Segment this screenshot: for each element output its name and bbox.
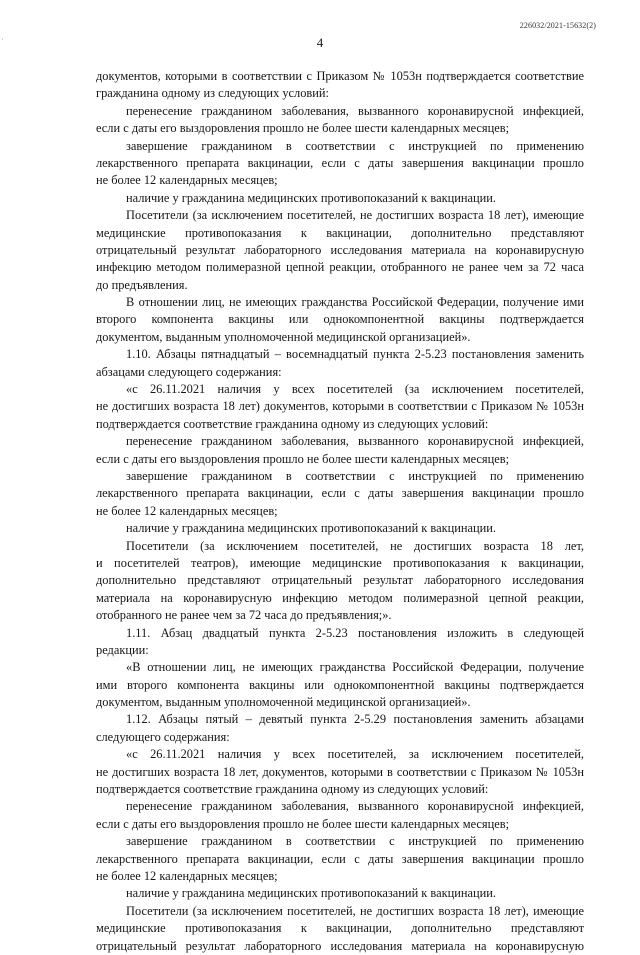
text-line: если с даты его выздоровления прошло не более шести календарных месяцев;	[96, 816, 510, 831]
text-line: не достигших возраста 18 лет) документов, которыми в соответствии с Приказом № 1053н	[96, 399, 584, 414]
text-line: редакции:	[96, 642, 149, 657]
text-line: гражданина одному из следующих условий:	[96, 86, 329, 101]
text-line: Посетители (за исключением посетителей, не достигших возраста 18 лет), имеющие	[126, 208, 584, 223]
text-line: не более 12 календарных месяцев;	[96, 868, 278, 883]
text-line: медицинские противопоказания к вакцинации, дополнительно представляют	[96, 921, 584, 936]
page-number: 4	[316, 35, 324, 50]
text-line: Посетители (за исключением посетителей, не достигших возраста 18 лет,	[126, 538, 584, 553]
text-line: дополнительно представляют отрицательный результат лабораторного исследования	[96, 573, 584, 588]
text-line: документом, выданным уполномоченной медицинской организацией».	[96, 695, 471, 710]
text-line: наличие у гражданина медицинских противопоказаний к вакцинации.	[126, 521, 497, 536]
text-line: ими второго компонента вакцины или однокомпонентной вакцины подтверждается	[96, 677, 584, 692]
document-body	[96, 68, 584, 955]
text-line: В отношении лиц, не имеющих гражданства Российской Федерации, получение ими	[126, 295, 584, 310]
text-line: перенесение гражданином заболевания, вызванного коронавирусной инфекцией,	[126, 103, 584, 118]
text-line: наличие у гражданина медицинских противопоказаний к вакцинации.	[126, 190, 497, 205]
text-line: подтверждается соответствие гражданина одному из следующих условий:	[96, 782, 489, 797]
text-line: лекарственного препарата вакцинации, если с даты завершения вакцинации прошло	[96, 486, 584, 501]
text-line: инфекцию методом полимеразной цепной реакции, отобранного не ранее чем за 72 часа	[96, 260, 584, 275]
text-line: 1.10. Абзацы пятнадцатый – восемнадцатый пункта 2-5.23 постановления заменить	[126, 347, 584, 362]
text-line: подтверждается соответствие гражданина одному из следующих условий:	[96, 416, 489, 431]
text-line: и посетителей театров), имеющие медицинские противопоказания к вакцинации,	[96, 555, 584, 570]
text-line: не более 12 календарных месяцев;	[96, 173, 278, 188]
document-id: 226032/2021-15632(2)	[519, 21, 596, 30]
text-line: отрицательный результат лабораторного исследования материала на коронавирусную	[96, 938, 584, 953]
text-line: «В отношении лиц, не имеющих гражданства Российской Федерации, получение	[126, 660, 584, 675]
text-line: 1.12. Абзацы пятый – девятый пункта 2-5.29 постановления заменить абзацами	[126, 712, 584, 727]
text-line: второго компонента вакцины или однокомпонентной вакцины подтверждается	[96, 312, 584, 327]
text-line: следующего содержания:	[96, 729, 230, 744]
text-line: перенесение гражданином заболевания, вызванного коронавирусной инфекцией,	[126, 434, 584, 449]
text-line: завершение гражданином в соответствии с инструкцией по применению	[126, 468, 584, 483]
scan-mark: ·	[1, 35, 4, 44]
text-line: материала на коронавирусную инфекцию методом полимеразной цепной реакции,	[96, 590, 584, 605]
text-line: лекарственного препарата вакцинации, если с даты завершения вакцинации прошло	[96, 155, 584, 170]
text-line: Посетители (за исключением посетителей, не достигших возраста 18 лет), имеющие	[126, 903, 584, 918]
text-line: 1.11. Абзац двадцатый пункта 2-5.23 постановления изложить в следующей	[126, 625, 584, 640]
text-line: «с 26.11.2021 наличия у всех посетителей, за исключением посетителей,	[126, 747, 584, 762]
text-line: отрицательный результат лабораторного исследования материала на коронавирусную	[96, 242, 584, 257]
text-line: если с даты его выздоровления прошло не более шести календарных месяцев;	[96, 451, 510, 466]
text-line: завершение гражданином в соответствии с инструкцией по применению	[126, 834, 584, 849]
text-line: завершение гражданином в соответствии с инструкцией по применению	[126, 138, 584, 153]
text-line: медицинские противопоказания к вакцинации, дополнительно представляют	[96, 225, 584, 240]
text-line: не достигших возраста 18 лет, документов, которыми в соответствии с Приказом № 1053н	[96, 764, 584, 779]
text-line: перенесение гражданином заболевания, вызванного коронавирусной инфекцией,	[126, 799, 584, 814]
text-line: если с даты его выздоровления прошло не более шести календарных месяцев;	[96, 121, 510, 136]
text-line: документом, выданным уполномоченной медицинской организацией».	[96, 329, 471, 344]
text-line: лекарственного препарата вакцинации, если с даты завершения вакцинации прошло	[96, 851, 584, 866]
text-line: отобранного не ранее чем за 72 часа до предъявления;».	[96, 608, 392, 623]
text-line: до предъявления.	[96, 277, 188, 292]
text-line: документов, которыми в соответствии с Приказом № 1053н подтверждается соответствие	[96, 69, 584, 83]
text-line: абзацами следующего содержания:	[96, 364, 282, 379]
text-line: не более 12 календарных месяцев;	[96, 503, 278, 518]
text-line: наличие у гражданина медицинских противопоказаний к вакцинации.	[126, 886, 497, 901]
text-line: «с 26.11.2021 наличия у всех посетителей (за исключением посетителей,	[126, 382, 584, 397]
